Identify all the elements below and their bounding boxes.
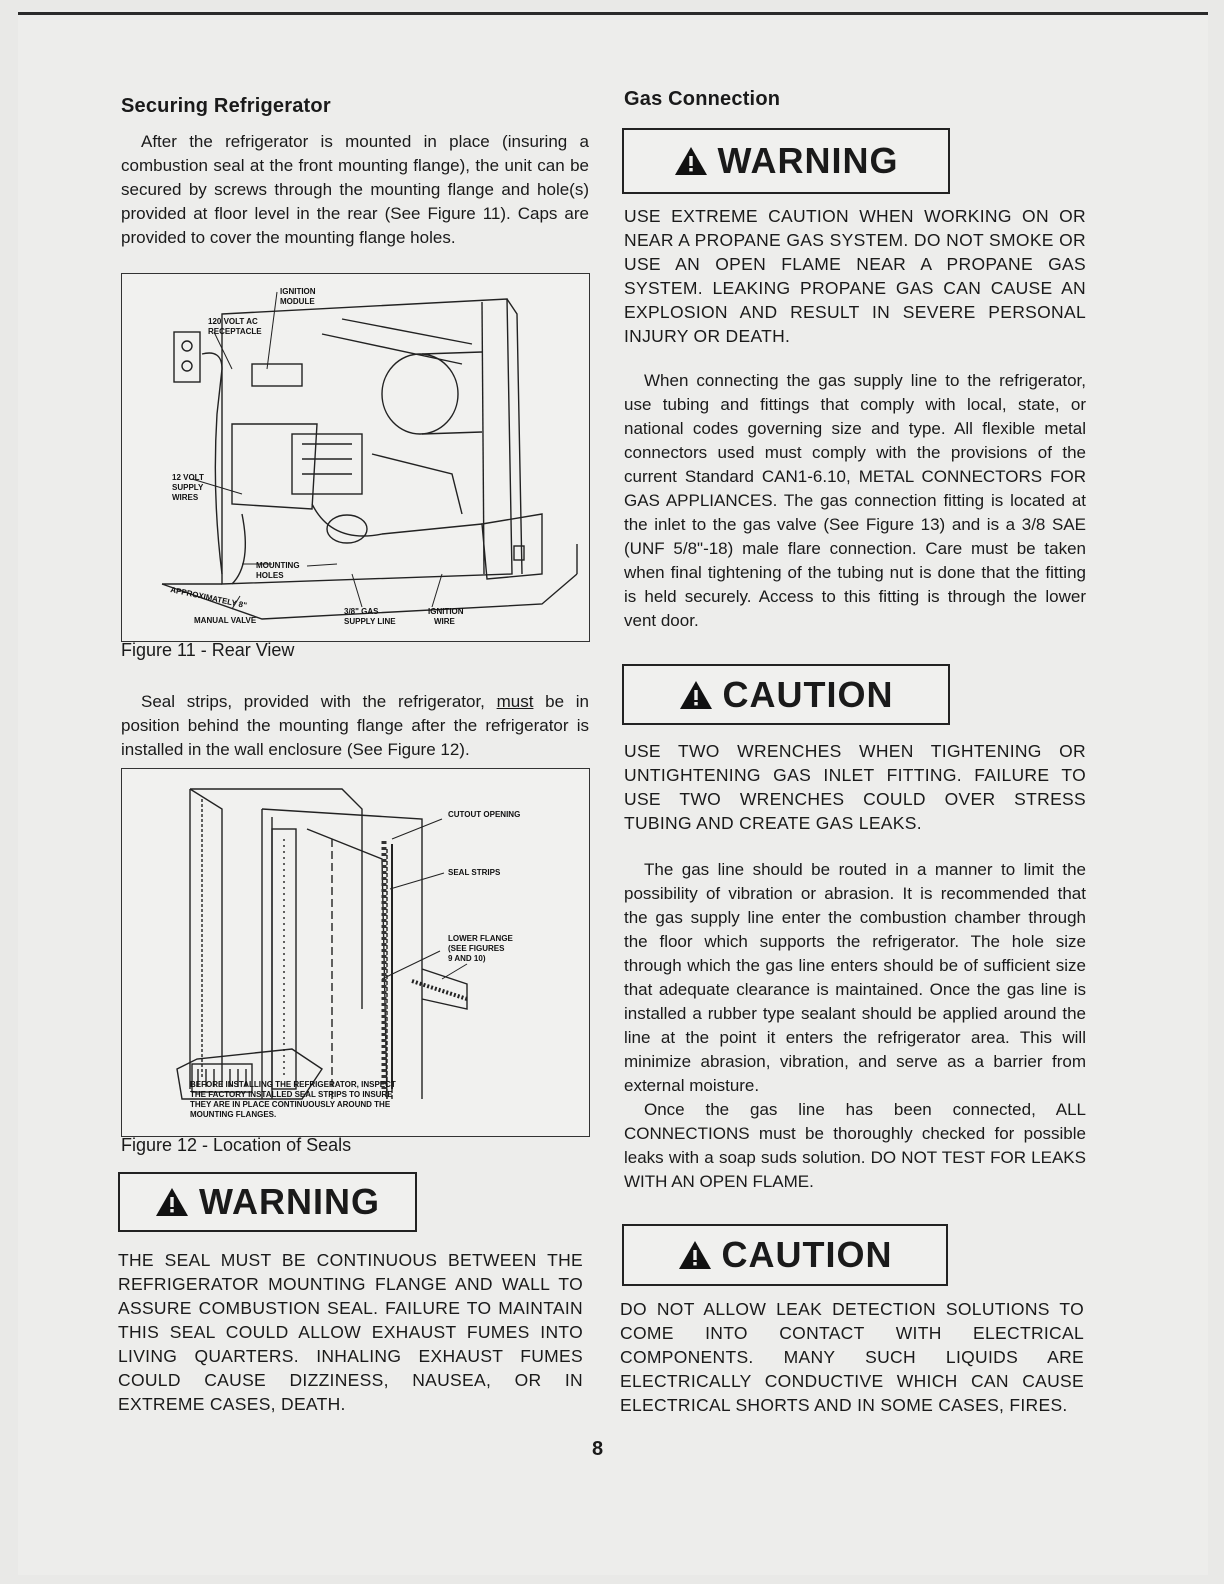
note-line-1: BEFORE INSTALLING THE REFRIGERATOR, INSPECT xyxy=(190,1080,396,1089)
label-ign-wire-1: IGNITION xyxy=(428,607,464,616)
note-line-2: THE FACTORY INSTALLED SEAL STRIPS TO INSURE xyxy=(190,1090,393,1099)
label-lower-2: (SEE FIGURES xyxy=(448,944,505,953)
label-ac-1: 120 VOLT AC xyxy=(208,317,258,326)
figure-11-caption: Figure 11 - Rear View xyxy=(121,640,295,660)
gas-connection-paragraph: When connecting the gas supply line to the refrigerator, use tubing and fittings that comply with local, state, or national codes governing size and type. All flexible metal connectors used must comply with the provisions of the current Standard CAN1-6.10, METAL CONNECTORS FOR GAS APPLIANCES. The gas connection fitting is located at the inlet to the gas valve (See Figure 13) and is a 3/8 SAE (UNF 5/8"-18) male flare connection. Care must be taken when final tightening of the tubing nut is done that the fitting is held securely. Access to this fitting is through the lower vent door. xyxy=(624,371,1086,630)
caution-1-text: USE TWO WRENCHES WHEN TIGHTENING OR UNTIGHTENING GAS INLET FITTING. FAILURE TO USE TWO WRENCHES COULD OVER STRESS TUBING AND CREATE GAS LEAKS. xyxy=(624,741,1086,833)
left-column xyxy=(121,95,589,250)
right-warning-text: USE EXTREME CAUTION WHEN WORKING ON OR NEAR A PROPANE GAS SYSTEM. DO NOT SMOKE OR USE AN OPEN FLAME NEAR A PROPANE GAS SYSTEM. LEAKING PROPANE GAS CAN CAUSE AN EXPLOSION AND RESULT IN SEVERE PERSONAL INJURY OR DEATH. xyxy=(624,206,1086,346)
top-rule xyxy=(18,12,1208,15)
label-gas-1: 3/8" GAS xyxy=(344,607,379,616)
seal-paragraph-block xyxy=(121,690,589,762)
left-warning-text-block xyxy=(118,1248,583,1416)
label-supply-2: SUPPLY xyxy=(172,483,204,492)
label-cutout: CUTOUT OPENING xyxy=(448,810,521,819)
right-column xyxy=(624,88,1086,111)
label-ign-wire-2: WIRE xyxy=(434,617,455,626)
routing-paragraph: The gas line should be routed in a manner to limit the possibility of vibration or abrasion. It is recommended that the gas supply line enter the combustion chamber through the floor which supports the refrigerator. The hole size through which the gas line enters should be of sufficient size that adequate clearance is maintained. Once the gas line is installed a rubber type sealant should be applied around the line at the point it enters the refrigerator area. This will minimize abrasion, vibration, and serve as a barrier from external moisture. xyxy=(624,860,1086,1095)
label-approx: APPROXIMATELY 8" xyxy=(169,585,248,611)
figure-11-rear-view xyxy=(121,273,590,642)
seal-paragraph-post: be in position behind the mounting flange after the refrigerator is installed in the wall enclosure (See Figure 12). xyxy=(121,692,590,759)
right-warning-text-block xyxy=(624,204,1086,348)
label-gas-2: SUPPLY LINE xyxy=(344,617,396,626)
left-warning-label: WARNING xyxy=(199,1181,380,1222)
label-lower-3: 9 AND 10) xyxy=(448,954,486,963)
rear-view-drawing xyxy=(122,274,589,641)
label-lower-1: LOWER FLANGE xyxy=(448,934,513,943)
routing-paragraph-block xyxy=(624,858,1086,1194)
label-ignition-module-2: MODULE xyxy=(280,297,315,306)
caution-2-label: CAUTION xyxy=(721,1234,893,1275)
caution-1-label: CAUTION xyxy=(722,673,894,715)
section-heading-securing: Securing Refrigerator xyxy=(121,95,331,117)
right-warning-label: WARNING xyxy=(717,140,899,181)
seals-drawing xyxy=(122,769,589,1136)
outlet-icon xyxy=(174,332,200,382)
left-warning-box xyxy=(118,1172,417,1232)
label-ac-2: RECEPTACLE xyxy=(208,327,262,336)
socket-bottom xyxy=(182,361,192,371)
seal-paragraph xyxy=(121,690,589,762)
label-supply-1: 12 VOLT xyxy=(172,473,204,482)
warning-triangle-icon xyxy=(674,146,708,176)
connections-paragraph: Once the gas line has been connected, ALL CONNECTIONS must be thoroughly checked for possible leaks with a soap suds solution. DO NOT TEST FOR LEAKS WITH AN OPEN FLAME. xyxy=(624,1100,1086,1191)
caution-2-text: DO NOT ALLOW LEAK DETECTION SOLUTIONS TO COME INTO CONTACT WITH ELECTRICAL COMPONENTS. MANY SUCH LIQUIDS ARE ELECTRICALLY CONDUCTIVE WHICH CAN CAUSE ELECTRICAL SHORTS AND IN SOME CASES, FIRES. xyxy=(620,1299,1084,1415)
label-holes-2: HOLES xyxy=(256,571,284,580)
label-ignition-module-1: IGNITION xyxy=(280,287,316,296)
section-heading-gas: Gas Connection xyxy=(624,88,781,110)
caution-1-text-block xyxy=(624,739,1086,835)
securing-paragraph: After the refrigerator is mounted in place (insuring a combustion seal at the front mounting flange), the unit can be secured by screws through the mounting flange and hole(s) provided at floor level in the rear (See Figure 11). Caps are provided to cover the mounting flange holes. xyxy=(121,132,589,247)
caution-triangle-icon xyxy=(678,1240,712,1270)
caution-2-text-block xyxy=(620,1297,1084,1417)
label-seal-strips: SEAL STRIPS xyxy=(448,868,501,877)
gas-paragraph-block xyxy=(624,369,1086,633)
right-warning-box xyxy=(622,128,950,194)
caution-box-1 xyxy=(622,664,950,725)
label-holes-1: MOUNTING xyxy=(256,561,300,570)
label-manual-valve: MANUAL VALVE xyxy=(194,616,257,625)
left-warning-text: THE SEAL MUST BE CONTINUOUS BETWEEN THE REFRIGERATOR MOUNTING FLANGE AND WALL TO ASSURE COMBUSTION SEAL. FAILURE TO MAINTAIN THIS SEAL COULD ALLOW EXHAUST FUMES INTO LIVING QUARTERS. INHALING EXHAUST FUMES COULD CAUSE DIZZINESS, NAUSEA, OR IN EXTREME CASES, DEATH. xyxy=(118,1250,583,1414)
figure-12-location-of-seals xyxy=(121,768,590,1137)
note-line-4: MOUNTING FLANGES. xyxy=(190,1110,277,1119)
note-line-3: THEY ARE IN PLACE CONTINUOUSLY AROUND THE xyxy=(190,1100,391,1109)
caution-box-2 xyxy=(622,1224,948,1286)
label-supply-3: WIRES xyxy=(172,493,199,502)
warning-triangle-icon xyxy=(155,1187,189,1217)
page-number: 8 xyxy=(592,1438,604,1460)
socket-top xyxy=(182,341,192,351)
seal-paragraph-must: must xyxy=(496,692,534,711)
caution-triangle-icon xyxy=(679,680,713,710)
seal-paragraph-pre: Seal strips, provided with the refrigerator, xyxy=(141,692,497,711)
figure-12-caption: Figure 12 - Location of Seals xyxy=(121,1135,352,1155)
